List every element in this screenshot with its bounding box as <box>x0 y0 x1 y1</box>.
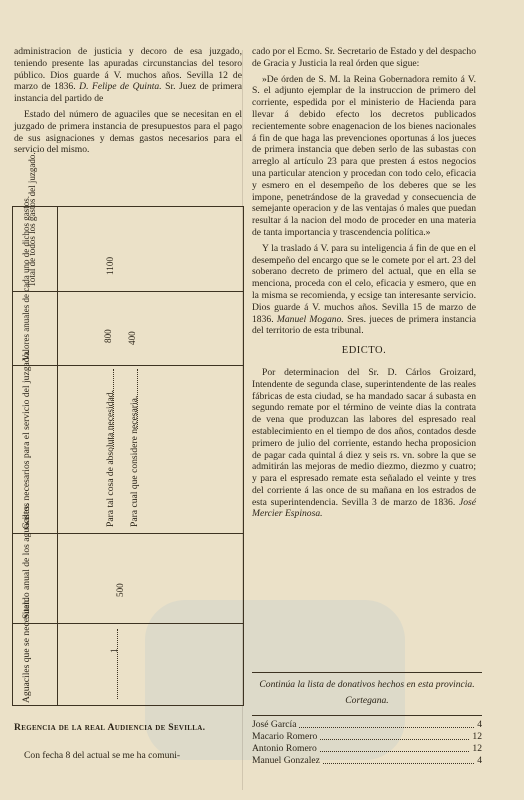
gasto-item-1: Para tal cosa de absoluta necesidad. <box>105 390 116 527</box>
donors-place: Cortegana. <box>345 695 389 706</box>
donors-list <box>252 666 482 767</box>
gasto-item-2: Para cual que considere necesaria. <box>129 395 140 527</box>
signature: D. Felipe de Quinta. <box>79 81 162 93</box>
donor-rows <box>252 719 482 767</box>
aguaciles-value: 1 <box>109 648 119 653</box>
table-header-gastos: Gastos necesarios para el servicio del juzgado. <box>21 350 32 529</box>
table-row-gastos <box>13 350 243 534</box>
right-paragraph-1: cado por el Ecmo. Sr. Secretario de Estado y del despacho de Gracia y Justicia la real órden que sigue: <box>252 46 476 69</box>
left-bottom <box>14 722 242 762</box>
total-value: 1100 <box>105 256 115 275</box>
donor-name: Manuel Gonzalez <box>252 755 320 766</box>
right-paragraph-3: Y la traslado á V. para su inteligencia á fin de que en el desempeño del encargo que se le comete por el art. 23 del soberano decreto de primero del actual, que en ella se menciona, proceda con el celo, eficacia y esmero, que en la misma se recomienda, y ecsige tan interesante servicio. Dios guarde á V. muchos años. Sevilla 15 de marzo de 1836. Manuel Mogano. Sres. jueces de primera instancia del territorio de esta tribunal. <box>252 242 476 337</box>
table-row-aguaciles <box>13 597 243 705</box>
table-header-sueldo: Sueldo anual de los aguaciles. <box>21 503 32 619</box>
table-header-total: Total de todos los gastos del juzgado. <box>27 152 37 287</box>
donor-name: Antonio Romero <box>252 743 317 754</box>
donor-row <box>252 743 482 755</box>
table-row-total <box>13 152 243 292</box>
left-paragraph-1: administracion de justicia y decoro de esa juzgado, teniendo presente las apuradas circunstancias del tesoro público. Dios guarde á V. muchos años. Sevilla 12 de marzo de 1836. D. Felipe de Quinta. Sr. Juez de primera instancia del partido de <box>14 46 242 105</box>
right-paragraph-2: »De órden de S. M. la Reina Gobernadora remito á V. S. el adjunto ejemplar de la instruccion de primero del corriente, espedida por el ministerio de Hacienda para llevar á debido efecto los decretos publicados recientemente sobre enagenacion de los bienes nacionales á fin de que haga las prevenciones oportunas á los jueces de primera instancia que deben serlo de las subastas con arreglo al artículo 23 para que presten á estos negocios una particular atencion y procedan con todo celo, eficacia y esmero en el desempeño de los deberes que se les impone, penetrándose de la gravedad y consecuencia de semejante operacion y de las ventajas ó males que puedan resultar á la nacion del modo de proceder en una materia de tanta importancia y trascendencia política.» <box>252 73 476 238</box>
regencia-text: Con fecha 8 del actual se me ha comuni- <box>24 750 181 761</box>
table-row-sueldo <box>13 503 243 624</box>
left-paragraph-2: Estado del número de aguaciles que se necesitan en el juzgado de primera instancia de presupuestos para el pago de sus asignaciones y demas gastos necesarios para el servicio del mismo. <box>14 108 242 156</box>
valores-value-2: 400 <box>127 331 137 345</box>
sueldo-value: 500 <box>115 583 125 597</box>
donor-row <box>252 719 482 731</box>
signature: José Mercier Espinosa. <box>252 496 476 520</box>
right-paragraph-4: Por determinacion del Sr. D. Cárlos Groizard, Intendente de segunda clase, superintendente de las reales fábricas de esta ciudad, se ha mandado sacar á subasta en segundo remate por el término de veinte dias la contrata de vena que produzcan las labores del espresado real establecimiento en el tiempo de dos años, contados desde primero de julio del corriente, estando hecha proposicion de pagar cada quintal á diez y seis rs. vn. sobre la que se admitirán las mejoras de medio diezmo, diezmo y cuatro; y para el espresado remate esta señalado el veinte y tres del corriente á las once de su mañana en los estrados de esta superintendencia. Sevilla 3 de marzo de 1836. José Mercier Espinosa. <box>252 366 476 520</box>
donor-name: Macario Romero <box>252 731 318 742</box>
donor-amount: 4 <box>477 719 482 730</box>
donor-row <box>252 755 482 767</box>
donor-amount: 12 <box>472 731 482 742</box>
aguaciles-table <box>12 152 244 706</box>
donor-amount: 4 <box>477 755 482 766</box>
donor-name: José García <box>252 719 297 730</box>
signature: Manuel Mogano. <box>276 313 344 325</box>
donor-amount: 12 <box>472 743 482 754</box>
edicto-title: EDICTO. <box>341 345 387 357</box>
valores-value-1: 800 <box>103 329 113 343</box>
left-column <box>14 46 242 160</box>
table-header-aguaciles: Aguaciles que se necesitan. <box>21 597 32 703</box>
right-column <box>252 46 476 524</box>
donor-row <box>252 731 482 743</box>
table-header-valores: Valores anuales de cada uno de dichos gastos. <box>21 196 31 361</box>
donors-title: Continúa la lista de donativos hechos en esta provincia. <box>259 679 475 690</box>
regencia-heading: Regencia de la real Audiencia de Sevilla. <box>14 722 206 733</box>
